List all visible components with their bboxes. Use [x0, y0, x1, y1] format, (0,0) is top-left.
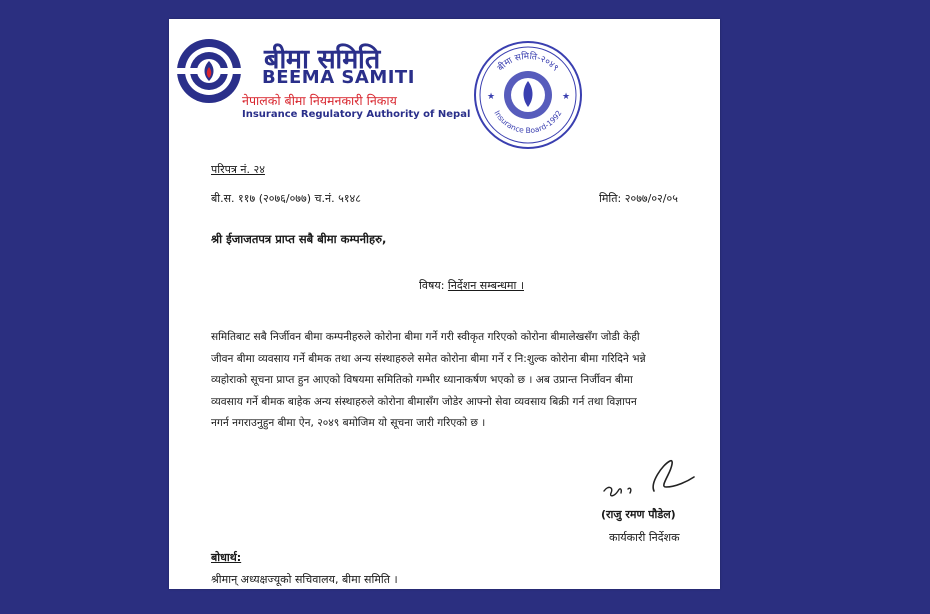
circular-letter [169, 19, 720, 589]
body-line: समितिबाट सबै निर्जीवन बीमा कम्पनीहरुले कोरोना बीमा गर्ने गरी स्वीकृत गरिएको कोरोना बीमालेखसँग जोडी केही [211, 331, 640, 343]
reference-number: बी.स. ११७ (२०७६/०७७) च.नं. ५१४८ [211, 192, 361, 205]
signatory-title: कार्यकारी निर्देशक [609, 531, 680, 544]
circular-date: मिति: २०७७/०२/०५ [599, 192, 678, 205]
org-tagline-nepali: नेपालको बीमा नियमनकारी निकाय [242, 93, 397, 108]
subject-line [419, 278, 524, 293]
body-paragraph [211, 327, 701, 435]
handwritten-signature [584, 457, 704, 507]
svg-text:★: ★ [562, 92, 571, 102]
subject-text: निर्देशन सम्बन्धमा । [447, 279, 524, 292]
subject-label: विषय: [419, 279, 445, 292]
body-line: जीवन बीमा व्यवसाय गर्ने बीमक तथा अन्य संस्थाहरुले समेत कोरोना बीमा गर्ने र नि:शुल्क कोरोना बीमा गरिदिने भन्ने [211, 352, 646, 365]
org-name-nepali: बीमा समिति [264, 44, 380, 75]
body-line: व्यहोराको सूचना प्राप्त हुन आएको विषयमा समितिको गम्भीर ध्यानाकर्षण भएको छ । अब उप्रान्त निर्जीवन बीमा [211, 374, 633, 386]
cc-label: बोधार्थ: [211, 551, 242, 564]
org-name-english: BEEMA SAMITI [262, 67, 415, 88]
seal-text-top: बीमा समिति-२०४९ [495, 51, 561, 74]
cc-recipient: श्रीमान् अध्यक्षज्यूको सचिवालय, बीमा समिति । [211, 573, 398, 586]
beema-samiti-logo-icon [175, 37, 243, 105]
svg-text:★: ★ [487, 92, 496, 102]
body-line: नगर्न नगराउनुहुन बीमा ऐन, २०४९ बमोजिम यो सूचना जारी गरिएको छ । [211, 417, 486, 429]
body-line: व्यवसाय गर्ने बीमक बाहेक अन्य संस्थाहरुले कोरोना बीमासँग जोडेर आफ्नो सेवा व्यवसाय बिक्री गर्न तथा विज्ञापन [211, 395, 637, 408]
circular-number: परिपत्र नं. २४ [211, 163, 265, 176]
org-tagline-english: Insurance Regulatory Authority of Nepal [242, 109, 471, 120]
official-seal-icon [472, 39, 584, 151]
addressee: श्री ईजाजतपत्र प्राप्त सबै बीमा कम्पनीहरु, [211, 232, 387, 246]
seal-text-bottom: Insurance Board-1992 [492, 108, 564, 136]
signatory-name: (राजु रमण पौडेल) [601, 508, 676, 521]
